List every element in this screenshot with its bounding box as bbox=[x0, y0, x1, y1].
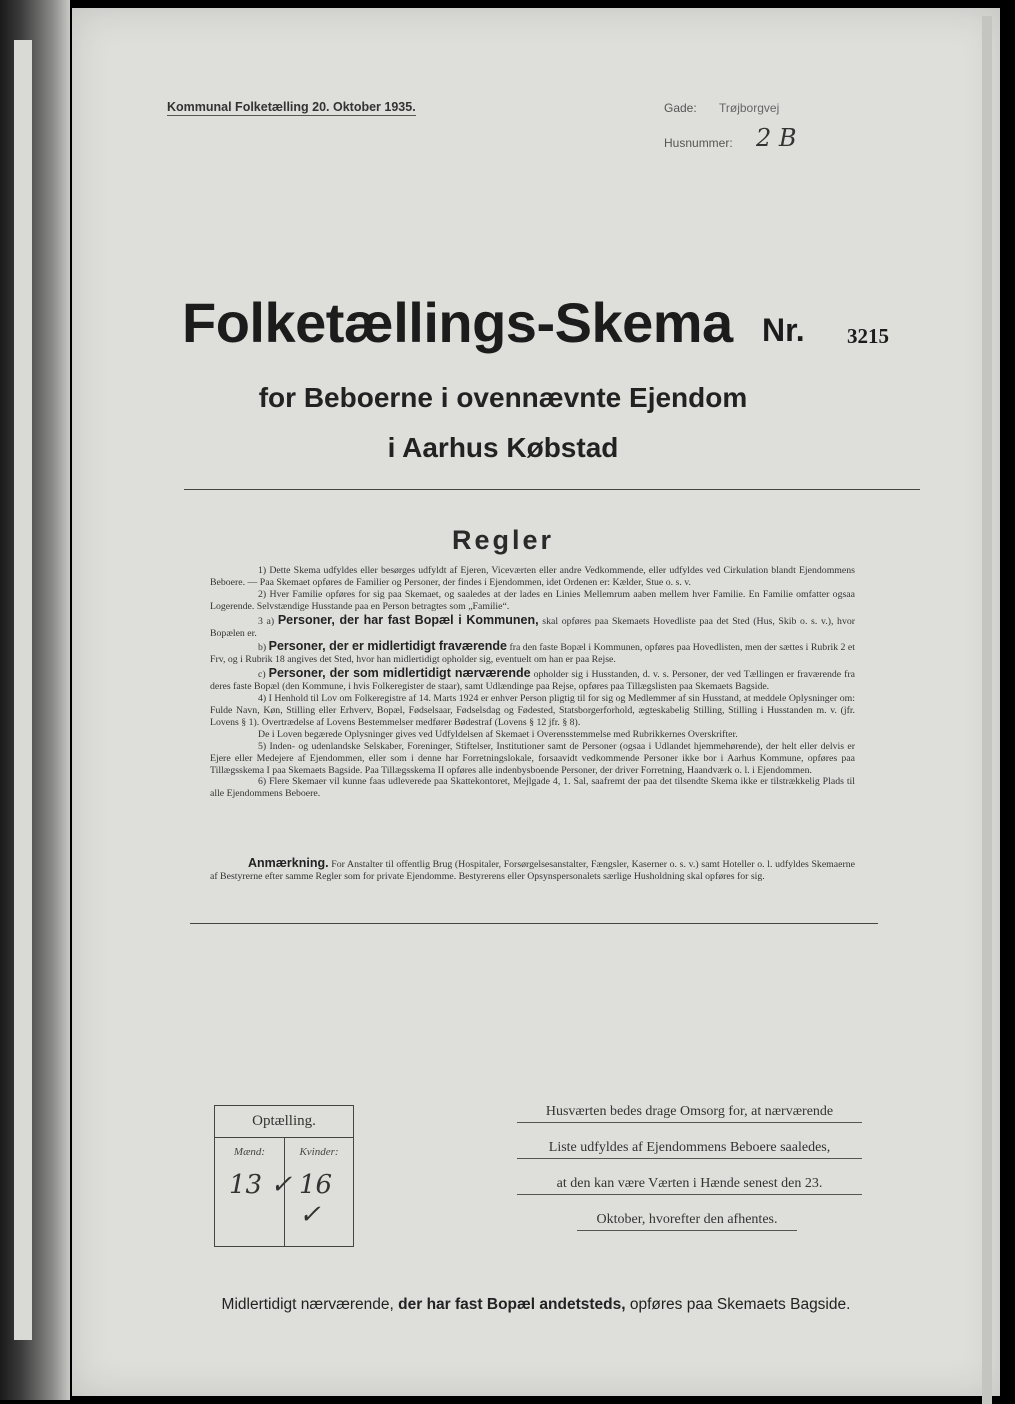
page-edge bbox=[982, 16, 992, 1404]
house-number-label: Husnummer: bbox=[664, 136, 733, 150]
street-label: Gade: bbox=[664, 101, 697, 115]
rule-4b: De i Loven begærede Oplysninger gives ved Udfyldelsen af Skemaet i Overensstemmelse med Rubrikkernes Overskrifter. bbox=[258, 728, 738, 740]
remark-text: For Anstalter til offentlig Brug (Hospitaler, Forsørgelsesanstalter, Fængsler, Kaserner o. s. v.) samt Hoteller o. l. udfyldes Skemaerne af Bestyrerne efter samme Regler som for private Ejendomme. Bestyrerens eller Opsynspersonalets særlige Husholdning skal opføres for sig. bbox=[210, 859, 856, 882]
rule-3a-number: 3 a) bbox=[258, 615, 275, 627]
census-header: Kommunal Folketælling 20. Oktober 1935. bbox=[167, 100, 416, 114]
rule-3b-text: fra den faste Bopæl i Kommunen, opføres paa Hovedlisten, men der sættes i Rubrik 2 et Frv, og i Rubrik 18 angives det Sted, hvor han midlertidigt opholder sig, eventuelt om han er paa Rejse. bbox=[210, 642, 855, 666]
men-label: Mænd: bbox=[233, 1146, 266, 1158]
street-value: Trøjborgvej bbox=[719, 101, 780, 115]
rules-text bbox=[210, 565, 855, 800]
rule-3c-bold: Personer, der som midlertidigt nærværende bbox=[268, 666, 531, 681]
women-label: Kvinder: bbox=[299, 1146, 339, 1158]
rules-heading: Regler bbox=[451, 525, 555, 555]
remark bbox=[210, 856, 855, 883]
rule-3a-bold: Personer, der har fast Bopæl i Kommunen, bbox=[277, 612, 539, 627]
book-spine bbox=[0, 0, 70, 1400]
landlord-note-line-4: Oktober, hvorefter den afhentes. bbox=[577, 1212, 797, 1231]
form-number-value: 3215 bbox=[847, 324, 889, 348]
tally-heading: Optælling. bbox=[215, 1106, 353, 1138]
landlord-note-line-3: at den kan være Værten i Hænde senest den 23. bbox=[517, 1176, 862, 1195]
rule-3b-number: b) bbox=[258, 642, 267, 654]
rule-2: 2) Hver Familie opføres for sig paa Skemaet, og saaledes at der lades en Linies Mellemrum aaben mellem hver Familie. En Familie omfatter ogsaa Logerende. Selvstændige Husstande paa en Person betragtes som „Familie“. bbox=[210, 588, 855, 612]
women-count: 16 ✓ bbox=[299, 1170, 333, 1230]
form-title: Folketællings-Skema bbox=[182, 291, 733, 354]
footer-part-3: opføres paa Skemaets Bagside. bbox=[629, 1296, 851, 1313]
rule-3c-text: opholder sig i Husstanden, d. v. s. Personer, der ved Tællingen er fraværende fra deres faste Bopæl (den Kommune, i hvis Folkeregister de staar), samt Udlændinge paa Rejse, opføres paa Tillægslisten paa Skemaets Bagside. bbox=[210, 669, 856, 693]
rule-5: 5) Inden- og udenlandske Selskaber, Foreninger, Stiftelser, Institutioner samt de Personer (ogsaa i Udlandet hjemmehørende), der helt eller delvis er Ejere eller Medejere af Ejendommen, eller som i denne har Forretningslokale, forsaavidt vedkommende Personer ikke bor i Aarhus Kommune, opføres paa Tillægsskema I paa Skemaets Bagside. Paa Tillægsskema II opføres alle indenbysboende Personer, der driver Forretning, Haandværk o. l. i Ejendommen. bbox=[210, 740, 855, 776]
form-location: i Aarhus Købstad bbox=[387, 432, 619, 463]
remark-label: Anmærkning. bbox=[248, 856, 329, 870]
rule-4: 4) I Henhold til Lov om Folkeregistre af 14. Marts 1924 er enhver Person pligtig til for sig og Medlemmer af sin Husstand, at meddele Oplysninger om: Fulde Navn, Køn, Stilling eller Erhverv, Bopæl, Fødselsaar, Fødselsdag og Fødested, Statsborgerforhold, ægteskabelig Stilling, Stilling i Husstanden m. v. (jfr. Lovens § 1). Overtrædelse af Lovens Bestemmelser medfører Bødestraf (Lovens § 12 jfr. § 8). bbox=[210, 693, 855, 728]
rule-6: 6) Flere Skemaer vil kunne faas udleverede paa Skattekontoret, Mejlgade 4, 1. Sal, saafremt der paa det tilsendte Skema ikke er tilstrækkelig Plads til alle Ejendommens Beboere. bbox=[210, 776, 855, 800]
rule-3c bbox=[210, 666, 855, 693]
landlord-note-line-1: Husværten bedes drage Omsorg for, at nærværende bbox=[517, 1104, 862, 1123]
census-form-page bbox=[72, 8, 1000, 1396]
rule-3b-bold: Personer, der er midlertidigt fraværende bbox=[268, 639, 507, 654]
footer-part-1: Midlertidigt nærværende, bbox=[221, 1296, 394, 1313]
divider-bottom bbox=[190, 923, 878, 924]
binding-strip bbox=[14, 40, 32, 1340]
men-count: 13 ✓ bbox=[229, 1170, 293, 1200]
divider-top bbox=[184, 489, 920, 490]
rule-1: 1) Dette Skema udfyldes eller besørges udfyldt af Ejeren, Viceværten eller andre Vedkommende, eller udfyldes ved Cirkulation blandt Ejendommens Beboere. — Paa Skemaet opføres de Familier og Personer, der findes i Ejendommen, idet Ordenen er: Kælder, Stue o. s. v. bbox=[210, 565, 855, 588]
tally-box bbox=[214, 1105, 354, 1247]
form-subtitle: for Beboerne i ovennævnte Ejendom bbox=[258, 382, 748, 413]
footer-note bbox=[72, 1296, 1000, 1314]
form-number-label: Nr. bbox=[762, 312, 805, 348]
house-number-value: 2 B bbox=[756, 124, 797, 152]
landlord-note-line-2: Liste udfyldes af Ejendommens Beboere saaledes, bbox=[517, 1140, 862, 1159]
footer-part-2: der har fast Bopæl andetsteds, bbox=[398, 1296, 626, 1313]
rule-3a-text: skal opføres paa Skemaets Hovedliste paa det Sted (Hus, Skib o. s. v.), hvor Bopælen er. bbox=[210, 615, 856, 639]
rule-3c-number: c) bbox=[258, 669, 266, 681]
rule-3b bbox=[210, 639, 855, 666]
rule-3a bbox=[210, 613, 855, 640]
